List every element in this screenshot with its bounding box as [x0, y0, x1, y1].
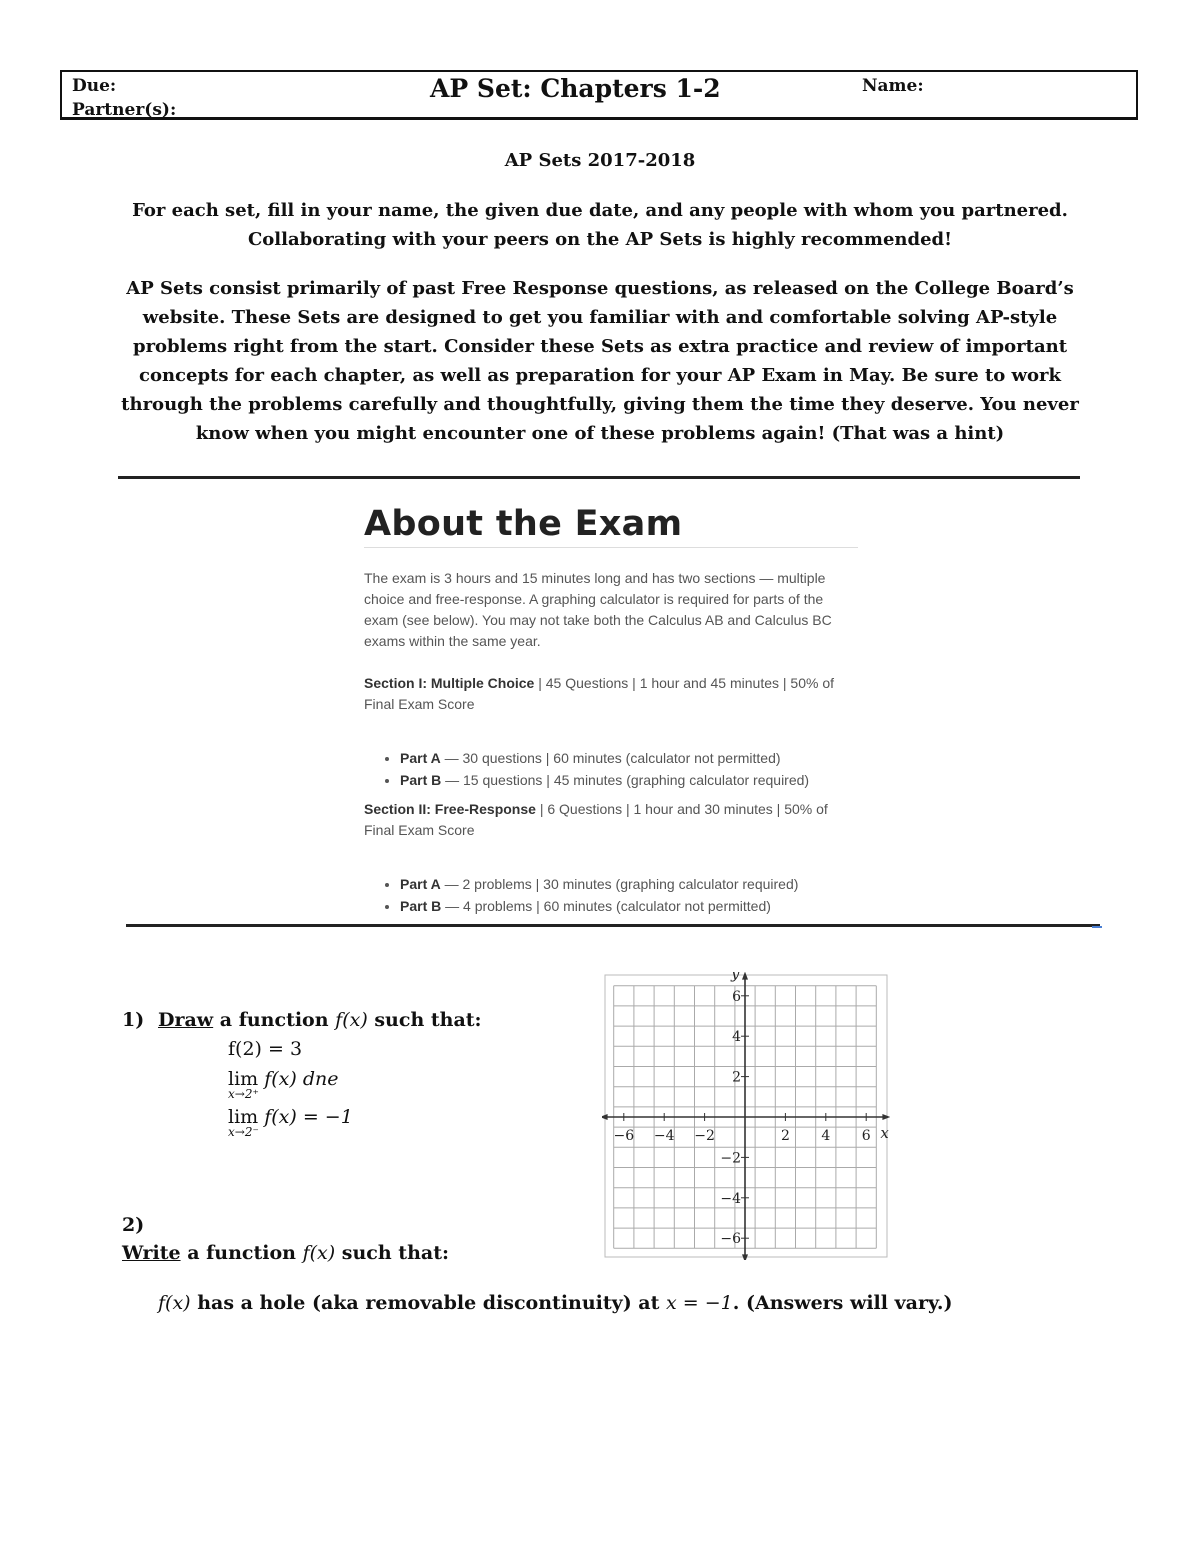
lim-word: lim — [228, 1068, 259, 1090]
y-tick-label: 2 — [732, 1069, 741, 1086]
part-label: Part B — [400, 772, 442, 788]
q1-condition-3 — [228, 1106, 353, 1139]
q2-fx: f(x) — [302, 1242, 336, 1264]
q2-prompt-rest: a function — [180, 1242, 303, 1264]
q2-prompt — [122, 1242, 449, 1264]
section2-parts — [364, 873, 858, 917]
section1-details: | 45 Questions | 1 hour and 45 minutes | 50% of Final Exam Score — [364, 675, 835, 712]
grid-svg — [602, 972, 890, 1260]
y-tick-label: −2 — [720, 1150, 741, 1167]
x-tick-label: −6 — [613, 1128, 635, 1144]
part-text: — 2 problems | 30 minutes (graphing calculator required) — [440, 876, 799, 892]
y-axis-arrow-up — [742, 972, 748, 980]
exam-heading: About the Exam — [364, 504, 683, 544]
divider-bottom — [126, 924, 1100, 927]
partners-label: Partner(s): — [72, 100, 177, 120]
divider-top — [118, 476, 1080, 479]
section2-details: | 6 Questions | 1 hour and 30 minutes | 50% of Final Exam Score — [364, 801, 828, 838]
blue-mark — [1092, 926, 1102, 928]
y-tick-label: −4 — [720, 1190, 741, 1207]
lim-operator — [228, 1068, 259, 1101]
section1-parts — [364, 747, 858, 791]
y-tick-label: 6 — [732, 988, 741, 1005]
x-axis-arrow-right — [882, 1114, 890, 1120]
lim-subscript: x→2⁺ — [228, 1087, 259, 1101]
q2-statement — [158, 1292, 952, 1314]
q2-number: 2) — [122, 1214, 145, 1236]
section1-line — [364, 673, 858, 715]
coordinate-grid[interactable] — [602, 972, 890, 1260]
lim-subscript: x→2⁻ — [228, 1125, 259, 1139]
list-item — [400, 873, 858, 895]
q1-prompt-end: such that: — [367, 1009, 482, 1031]
q2-body-end: . (Answers will vary.) — [732, 1292, 953, 1314]
q1-condition-1: f(2) = 3 — [228, 1038, 303, 1060]
q1-fx: f(x) — [335, 1009, 368, 1031]
x-tick-label: −2 — [694, 1128, 715, 1144]
x-tick-label: 4 — [821, 1128, 831, 1144]
q1-verb: Draw — [158, 1009, 214, 1031]
exam-summary: The exam is 3 hours and 15 minutes long and has two sections — multiple choice and free-response. A graphing calculator is required for parts of the exam (see below). You may not take both the Calculus AB and Calculus BC exams within the same year. — [364, 570, 832, 649]
instructions-paragraph: For each set, fill in your name, the given due date, and any people with whom you partnered. Collaborating with your peers on the AP Sets is highly recommended! — [132, 200, 1068, 250]
part-label: Part A — [400, 876, 441, 892]
lim-operator — [228, 1106, 259, 1139]
y-tick-label: −6 — [720, 1231, 741, 1248]
due-label: Due: — [72, 76, 117, 96]
y-axis-label: y — [731, 972, 740, 983]
section1-title: Section I: Multiple Choice — [364, 675, 535, 691]
q1-prompt-rest: a function — [213, 1009, 336, 1031]
grid-frame — [605, 975, 887, 1257]
section2-title: Section II: Free-Response — [364, 801, 536, 817]
header-box — [60, 70, 1138, 120]
q2-body-fx: f(x) — [158, 1292, 191, 1314]
q2-prompt-end: such that: — [335, 1242, 449, 1264]
x-axis-label: x — [880, 1124, 889, 1142]
page-title: AP Set: Chapters 1-2 — [430, 74, 721, 103]
q1-number: 1) — [122, 1009, 145, 1031]
list-item — [400, 747, 858, 769]
list-item — [400, 769, 858, 791]
part-text: — 15 questions | 45 minutes (graphing calculator required) — [441, 772, 810, 788]
q2-body-eq: x = −1 — [666, 1292, 733, 1314]
q2-verb: Write — [122, 1242, 181, 1264]
section2-line — [364, 799, 858, 841]
lim-body: f(x) dne — [258, 1068, 339, 1090]
x-tick-label: 2 — [780, 1128, 790, 1144]
lim-body: f(x) = −1 — [258, 1106, 353, 1128]
part-label: Part A — [400, 750, 441, 766]
description-paragraph: AP Sets consist primarily of past Free Response questions, as released on the College Board’s website. These Sets are designed to get you familiar with and comfortable solving AP-style problems right from the start. Consider these Sets as extra practice and review of important concepts for each chapter, as well as preparation for your AP Exam in May. Be sure to work through the problems carefully and thoughtfully, giving them the time they deserve. You never know when you might encounter one of these problems again! (That was a hint) — [121, 278, 1079, 444]
grid-axes — [602, 972, 890, 1260]
part-text: — 30 questions | 60 minutes (calculator not permitted) — [440, 750, 781, 766]
year-heading: AP Sets 2017-2018 — [504, 150, 696, 171]
x-tick-label: −4 — [653, 1128, 675, 1144]
name-label: Name: — [862, 76, 924, 96]
about-exam-panel — [364, 500, 858, 917]
x-tick-label: 6 — [861, 1128, 871, 1144]
q1-condition-2 — [228, 1068, 339, 1101]
part-text: — 4 problems | 60 minutes (calculator not permitted) — [441, 898, 771, 914]
part-label: Part B — [400, 898, 442, 914]
lim-word: lim — [228, 1106, 259, 1128]
q2-body-text: has a hole (aka removable discontinuity) at — [190, 1292, 667, 1314]
y-tick-label: 4 — [732, 1029, 741, 1046]
q1-prompt — [158, 1009, 482, 1031]
list-item — [400, 895, 858, 917]
grid-labels — [613, 972, 889, 1247]
